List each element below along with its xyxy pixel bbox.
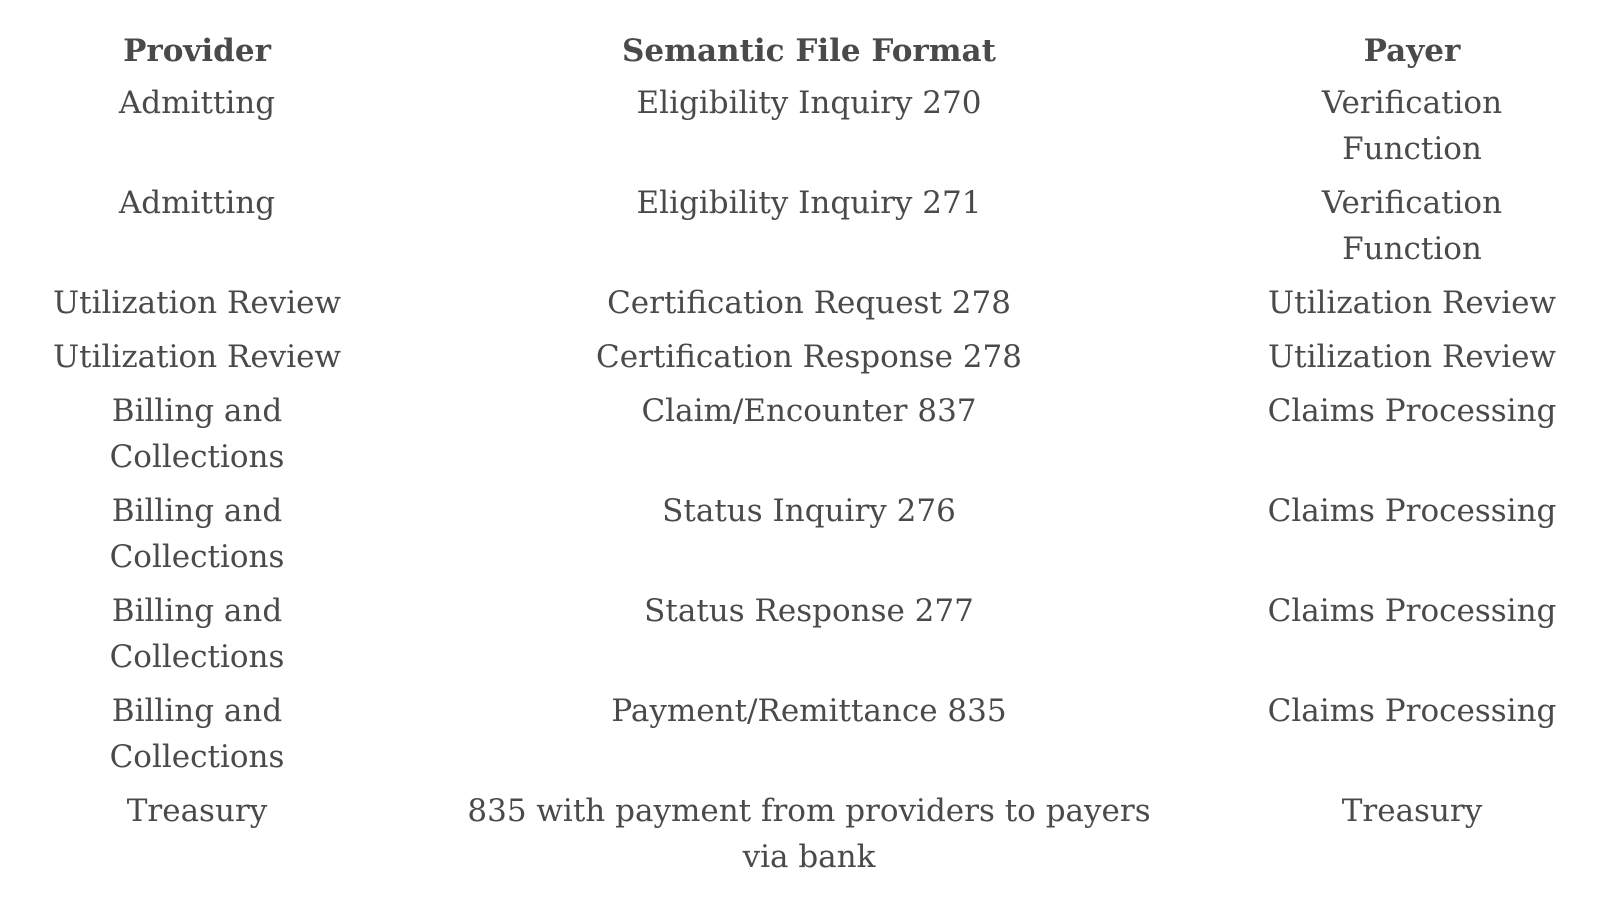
provider-cell: Billing and Collections: [109, 493, 285, 575]
table-row: [0, 180, 1600, 280]
format-cell: Status Inquiry 276: [662, 493, 956, 529]
payer-cell: Verification Function: [1321, 85, 1503, 167]
format-cell: Claim/Encounter 837: [641, 393, 977, 429]
provider-cell: Admitting: [118, 185, 276, 221]
payer-cell: Verification Function: [1321, 185, 1503, 267]
provider-cell: Billing and Collections: [109, 593, 285, 675]
format-cell: Status Response 277: [644, 593, 974, 629]
table-row: [0, 788, 1600, 888]
table-header-row: [0, 28, 1600, 80]
provider-cell: Utilization Review: [53, 339, 341, 375]
table-row: [0, 488, 1600, 588]
header-payer: Payer: [1363, 33, 1461, 69]
header-provider: Provider: [123, 33, 271, 69]
payer-cell: Treasury: [1341, 793, 1483, 829]
table-row: [0, 280, 1600, 334]
payer-cell: Claims Processing: [1267, 593, 1557, 629]
payer-cell: Claims Processing: [1267, 493, 1557, 529]
provider-cell: Treasury: [126, 793, 268, 829]
table-row: [0, 588, 1600, 688]
header-semantic-file-format: Semantic File Format: [622, 33, 996, 69]
table-row: [0, 388, 1600, 488]
provider-cell: Admitting: [118, 85, 276, 121]
document-body: [0, 28, 1600, 888]
format-cell: Eligibility Inquiry 271: [636, 185, 982, 221]
format-cell: Eligibility Inquiry 270: [636, 85, 982, 121]
table-row: [0, 334, 1600, 388]
format-cell: Certification Request 278: [607, 285, 1011, 321]
edi-transaction-table: [0, 28, 1600, 888]
payer-cell: Utilization Review: [1268, 339, 1556, 375]
format-cell: Payment/Remittance 835: [611, 693, 1007, 729]
payer-cell: Utilization Review: [1268, 285, 1556, 321]
provider-cell: Billing and Collections: [109, 393, 285, 475]
provider-cell: Utilization Review: [53, 285, 341, 321]
payer-cell: Claims Processing: [1267, 393, 1557, 429]
table-row: [0, 688, 1600, 788]
provider-cell: Billing and Collections: [109, 693, 285, 775]
format-cell: Certification Response 278: [596, 339, 1022, 375]
table-row: [0, 80, 1600, 180]
payer-cell: Claims Processing: [1267, 693, 1557, 729]
format-cell: 835 with payment from providers to payers via bank: [467, 793, 1151, 875]
